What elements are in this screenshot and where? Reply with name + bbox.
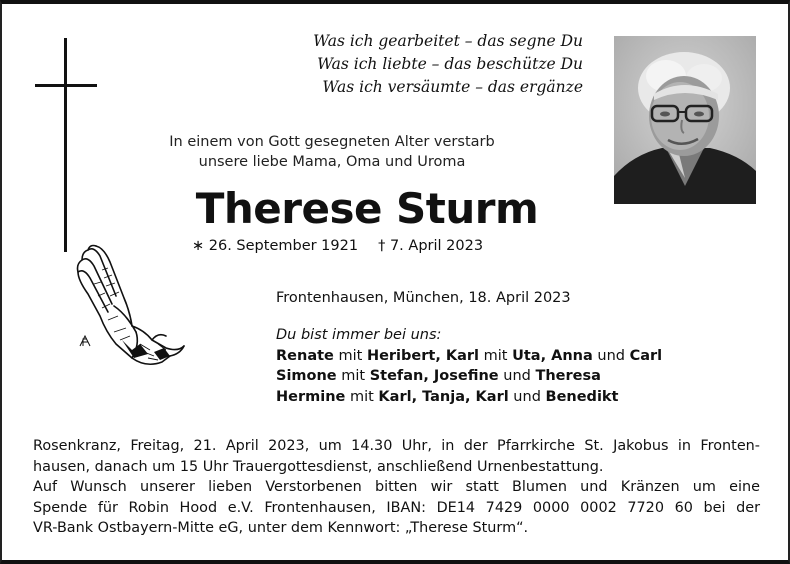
portrait-photo: [614, 36, 756, 204]
body-line: VR-Bank Ostbayern-Mitte eG, unter dem Kennwort: „Therese Sturm“.: [33, 520, 529, 536]
family-connector: mit: [336, 368, 370, 384]
family-name: Simone: [276, 368, 337, 384]
family-line: [276, 387, 662, 408]
service-details: [33, 436, 760, 539]
family-connector: mit: [333, 347, 367, 364]
intro-line: unsere liebe Mama, Oma und Uroma: [198, 154, 466, 170]
intro-line: In einem von Gott gesegneten Alter verstarb: [169, 134, 495, 150]
cross-icon: [64, 38, 67, 252]
body-line: hausen, danach um 15 Uhr Trauergottesdienst, anschließend Urnenbestattung.: [33, 458, 604, 475]
body-line: Rosenkranz, Freitag, 21. April 2023, um 14.30 Uhr, in der Pfarrkirche St. Jakobus in Fronten-: [33, 438, 760, 454]
family-name: Benedikt: [545, 388, 619, 405]
deceased-name: Therese Sturm: [195, 184, 539, 233]
verse-line: Was ich liebte – das beschütze Du: [317, 55, 583, 73]
place-and-date: Frontenhausen, München, 18. April 2023: [276, 290, 571, 306]
death-date: † 7. April 2023: [378, 238, 484, 254]
body-line: Spende für Robin Hood e.V. Frontenhausen, IBAN: DE14 7429 0000 0002 7720 60 bei der: [33, 499, 760, 516]
family-connector: und: [508, 388, 546, 405]
family-connector: und: [498, 368, 536, 384]
intro-text: [152, 132, 512, 172]
portrait-photo-image: [614, 36, 756, 204]
family-name: Karl, Tanja, Karl: [378, 388, 509, 405]
family-name: Heribert, Karl: [366, 347, 480, 364]
family-connector: und: [592, 347, 630, 364]
family-connector: mit: [479, 347, 513, 364]
body-line: Auf Wunsch unserer lieben Verstorbenen bitten wir statt Blumen und Kränzen um eine: [33, 479, 760, 495]
family-name: Hermine: [276, 388, 346, 405]
verse-line: Was ich gearbeitet – das segne Du: [313, 32, 583, 50]
family-name: Uta, Anna: [512, 347, 593, 364]
family-name: Renate: [276, 347, 334, 364]
praying-hands-drawing: [74, 240, 189, 375]
verse: [313, 30, 583, 99]
praying-hands-icon: [74, 240, 189, 375]
family-lead: Du bist immer bei uns:: [276, 327, 442, 343]
family-connector: mit: [345, 388, 379, 405]
family-block: [276, 325, 662, 407]
family-line: [276, 366, 662, 387]
family-line: [276, 346, 662, 367]
family-name: Stefan, Josefine: [369, 368, 499, 384]
birth-date: ∗ 26. September 1921: [192, 238, 359, 254]
family-name: Carl: [629, 347, 663, 364]
family-name: Theresa: [535, 368, 601, 384]
life-dates: [192, 238, 483, 254]
verse-line: Was ich versäumte – das ergänze: [322, 78, 583, 96]
cross-icon-bar: [35, 84, 97, 87]
